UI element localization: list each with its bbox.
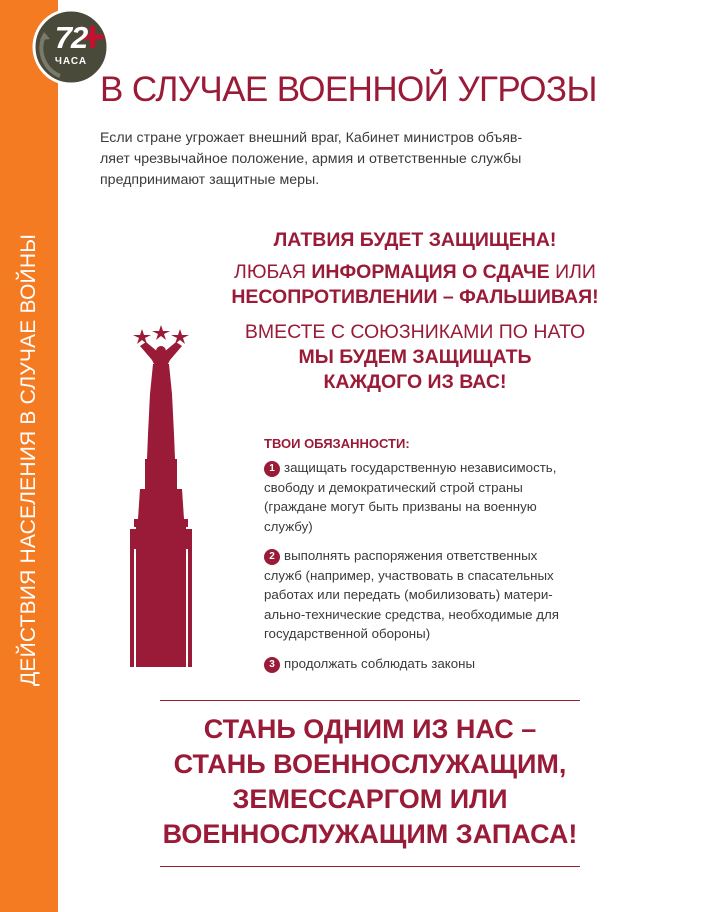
intro-line: предпринимают защитные меры.: [100, 172, 320, 188]
cta-line: ЗЕМЕССАРГОМ ИЛИ: [232, 784, 508, 814]
duty-line: выполнять распоряжения ответственных: [284, 548, 538, 563]
duty-line: свободу и демократический строй страны: [264, 479, 523, 495]
statement-fake-bold2: НЕСОПРОТИВЛЕНИИ – ФАЛЬШИВАЯ!: [231, 286, 599, 308]
duty-number-badge: 3: [264, 657, 280, 673]
duty-line: защищать государственную независимость,: [284, 460, 557, 475]
duty-line: ально-технические средства, необходимые для: [264, 606, 559, 622]
statement-nato-line1: ВМЕСТЕ С СОЮЗНИКАМИ ПО НАТО: [244, 321, 586, 343]
duties-title: ТВОИ ОБЯЗАННОСТИ:: [264, 436, 410, 451]
statement-fake-mid: ИЛИ: [549, 261, 596, 283]
statement-nato-bold2: КАЖДОГО ИЗ ВАС!: [323, 371, 507, 393]
intro-line: ляет чрезвычайное положение, армия и ответственные службы: [100, 151, 522, 167]
logo-number: 72: [54, 20, 88, 55]
duty-item: [264, 654, 609, 674]
duty-line: службу): [264, 518, 313, 534]
call-to-action: [120, 712, 620, 852]
duties-section: [264, 434, 609, 683]
duty-line: (граждане могут быть призваны на военную: [264, 499, 537, 514]
cta-line: СТАНЬ ВОЕННОСЛУЖАЩИМ,: [173, 749, 567, 779]
duty-line: работах или передать (мобилизовать) матери-: [264, 587, 553, 602]
sidebar: [0, 0, 58, 912]
statement-fake-info: [190, 260, 640, 310]
duty-line: государственной обороны): [264, 626, 431, 641]
statement-fake-pre: ЛЮБАЯ: [234, 261, 312, 283]
statement-latvia-protected: ЛАТВИЯ БУДЕТ ЗАЩИЩЕНА!: [273, 229, 557, 251]
duty-number-badge: 2: [264, 549, 280, 565]
duty-item: [264, 546, 609, 644]
intro-line: Если стране угрожает внешний враг, Кабинет министров объяв-: [100, 130, 523, 146]
duty-line: служб (например, участвовать в спасательных: [264, 567, 554, 583]
duty-number-badge: 1: [264, 461, 280, 477]
divider-bottom: [160, 866, 580, 867]
duty-item: [264, 458, 609, 536]
cta-line: СТАНЬ ОДНИМ ИЗ НАС –: [203, 714, 537, 744]
statement-nato-bold1: МЫ БУДЕМ ЗАЩИЩАТЬ: [298, 346, 532, 368]
duty-line: продолжать соблюдать законы: [284, 655, 476, 671]
cta-line: ВОЕННОСЛУЖАЩИМ ЗАПАСА!: [162, 819, 578, 849]
sidebar-section-title: ДЕЙСТВИЯ НАСЕЛЕНИЯ В СЛУЧАЕ ВОЙНЫ: [17, 233, 40, 687]
divider-top: [160, 700, 580, 701]
logo-unit: ЧАСА: [54, 56, 88, 67]
statement-nato: [190, 320, 640, 395]
page-title: В СЛУЧАЕ ВОЕННОЙ УГРОЗЫ: [100, 70, 597, 109]
intro-paragraph: [100, 128, 580, 191]
freedom-monument-icon: [128, 324, 198, 669]
statement-fake-bold1: ИНФОРМАЦИЯ О СДАЧЕ: [311, 261, 550, 283]
